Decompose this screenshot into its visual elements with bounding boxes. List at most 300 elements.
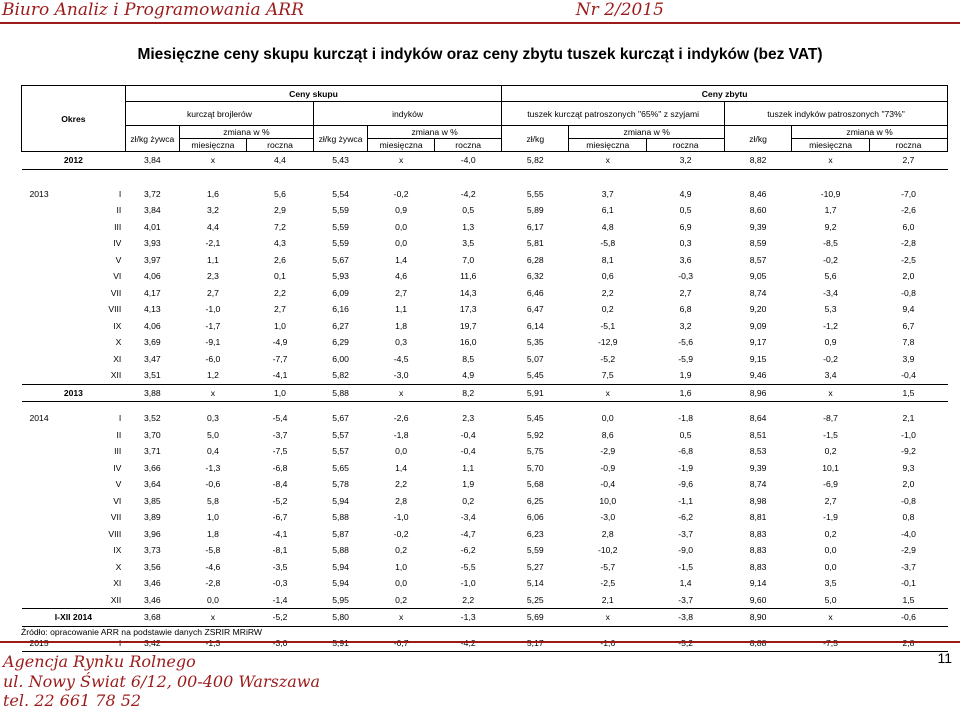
cell-value: 1,4 [395, 462, 408, 473]
cell-value: -8,4 [272, 479, 288, 490]
cell-value: -0,8 [901, 495, 916, 506]
cell-value: 5,27 [526, 561, 544, 572]
cell-value [647, 635, 725, 652]
table-row [22, 526, 948, 543]
cell-value: 0,3 [679, 238, 692, 249]
cell-value: 0,9 [824, 337, 837, 348]
sub-tuszek-indykow: tuszek indyków patroszonych "73%" [725, 102, 948, 126]
cell-value: 8,83 [749, 561, 767, 572]
cell-value: -1,5 [678, 561, 694, 572]
cell-month: III [114, 221, 122, 232]
cell-value: -8,5 [823, 238, 838, 249]
cell-value: 9,60 [749, 594, 767, 605]
cell-value: 3,9 [902, 353, 915, 364]
cell-value: 5,3 [824, 304, 837, 315]
cell-value: 5,6 [824, 271, 837, 282]
cell-value: 5,68 [526, 479, 544, 490]
cell-value: -4,2 [460, 188, 476, 199]
zmiana-tuszek-kurczat: zmiana w % [569, 126, 725, 139]
cell-value: 1,1 [395, 304, 408, 315]
cell-value: 0,5 [679, 429, 692, 440]
cell-value: -4,0 [435, 152, 502, 170]
cell-value: -3,7 [272, 429, 288, 440]
cell-month: VII [110, 512, 122, 523]
cell-value [314, 635, 368, 652]
cell-value: 3,7 [601, 188, 614, 199]
cell-value: 6,9 [679, 221, 692, 232]
group-ceny-skupu: Ceny skupu [125, 86, 501, 102]
cell-value: 5,6 [274, 188, 286, 199]
cell-value: 8,82 [725, 152, 792, 170]
cell-value: 2,3 [206, 271, 219, 282]
cell-value: -0,2 [823, 353, 838, 364]
cell-value: 3,2 [679, 320, 692, 331]
cell-value: x [792, 384, 870, 402]
cell-value: 3,56 [143, 561, 161, 572]
cell-value: -1,0 [393, 512, 409, 523]
cell-value: -5,2 [272, 495, 288, 506]
cell-value [569, 635, 647, 652]
cell-value: 8,90 [725, 609, 792, 627]
cell-value: 9,39 [749, 462, 767, 473]
cell-value: -10,2 [597, 545, 618, 556]
cell-value [792, 635, 870, 652]
cell-value: -1,9 [823, 512, 838, 523]
cell-year [22, 235, 74, 252]
cell-value: -7,5 [272, 446, 288, 457]
cell-value: 5,70 [526, 462, 544, 473]
cell-value: 2,2 [462, 594, 475, 605]
cell-value: 0,2 [824, 528, 837, 539]
cell-value: -0,2 [393, 188, 409, 199]
cell-year [22, 427, 74, 444]
cell-value: 4,8 [601, 221, 614, 232]
cell-value: 5,35 [526, 337, 544, 348]
cell-value: -1,5 [823, 429, 838, 440]
cell-value: 2,7 [870, 152, 948, 170]
cell-year [22, 526, 74, 543]
cell-value: -7,0 [901, 188, 916, 199]
table-row [22, 235, 948, 252]
header-org: Biuro Analiz i Programowania ARR [2, 0, 304, 20]
cell-value: -6,7 [272, 512, 288, 523]
cell-value: 2,7 [206, 287, 219, 298]
cell-value: 6,1 [601, 205, 614, 216]
cell-value: 5,0 [206, 429, 219, 440]
cell-value: 8,74 [749, 479, 767, 490]
cell-value: 6,23 [526, 528, 544, 539]
source-note: Źródło: opracowanie ARR na podstawie danych ZSRIR MRiRW [21, 627, 263, 637]
cell-value [725, 635, 792, 652]
table-row-total [22, 384, 948, 402]
cell-value: 9,39 [749, 221, 767, 232]
cell-value: 2,1 [601, 594, 614, 605]
cell-value: 5,54 [332, 188, 349, 199]
cell-value: x [179, 152, 246, 170]
cell-month: IX [113, 320, 122, 331]
cell-value: 3,96 [143, 528, 161, 539]
cell-value: 0,0 [824, 561, 837, 572]
cell-value: x [792, 609, 870, 627]
cell-year: 2014 [29, 413, 49, 424]
cell-value: -1,0 [460, 578, 476, 589]
cell-value: 5,59 [332, 205, 349, 216]
cell-value: 5,95 [332, 594, 349, 605]
cell-value: -0,6 [870, 609, 948, 627]
cell-value: x [368, 384, 435, 402]
cell-value: 6,8 [679, 304, 692, 315]
cell-value: 8,83 [749, 545, 767, 556]
cell-value: -0,3 [678, 271, 694, 282]
cell-value: 8,74 [749, 287, 767, 298]
cell-value: 0,0 [395, 221, 408, 232]
table-row [22, 635, 948, 652]
cell-value: 5,87 [332, 528, 349, 539]
table-row-total [22, 152, 948, 170]
cell-year [22, 301, 74, 318]
cell-value: -5,1 [600, 320, 616, 331]
cell-value: -2,5 [901, 254, 916, 265]
cell-value: 9,05 [749, 271, 767, 282]
cell-value: 0,4 [206, 446, 219, 457]
cell-value: 3,68 [125, 609, 179, 627]
cell-month: VI [113, 495, 122, 506]
cell-value: 0,6 [601, 271, 614, 282]
cell-value: -5,4 [272, 413, 288, 424]
cell-value: 8,1 [601, 254, 614, 265]
cell-year [22, 252, 74, 269]
cell-value: -1,8 [678, 413, 694, 424]
cell-value: 5,57 [332, 446, 349, 457]
cell-value: 6,06 [526, 512, 544, 523]
cell-value: -5,5 [460, 561, 476, 572]
cell-month: I [118, 188, 122, 199]
cell-value: -5,2 [600, 353, 616, 364]
table-row [22, 592, 948, 609]
page-header [0, 0, 960, 22]
cell-value: 1,5 [870, 384, 948, 402]
cell-value: 17,3 [459, 304, 477, 315]
cell-value: 5,80 [314, 609, 368, 627]
hdr-miesieczna: miesięczna [569, 139, 647, 152]
cell-value: 8,53 [749, 446, 767, 457]
cell-month: XII [110, 594, 122, 605]
spacer-row [22, 402, 948, 411]
cell-value: 4,6 [395, 271, 408, 282]
cell-value: 0,0 [206, 594, 219, 605]
cell-value: 8,96 [725, 384, 792, 402]
cell-value: -3,0 [600, 512, 616, 523]
cell-value: 7,2 [274, 221, 286, 232]
cell-month: II [116, 429, 122, 440]
cell-value: 2,2 [601, 287, 614, 298]
cell-month: IV [113, 238, 122, 249]
cell-value: 5,59 [332, 221, 349, 232]
cell-value: 8,98 [749, 495, 767, 506]
cell-value: -1,0 [205, 304, 221, 315]
cell-value: 7,8 [902, 337, 915, 348]
sub-kurczat: kurcząt brojlerów [125, 102, 313, 126]
cell-year [22, 559, 74, 576]
table-row [22, 351, 948, 368]
cell-value: 4,13 [143, 304, 161, 315]
cell-value: 0,2 [601, 304, 614, 315]
table-row [22, 285, 948, 302]
cell-value: -1,7 [205, 320, 221, 331]
cell-value: -4,1 [272, 370, 288, 381]
cell-value: 9,14 [749, 578, 767, 589]
cell-value: 19,7 [459, 320, 477, 331]
cell-year [22, 592, 74, 609]
hdr-miesieczna: miesięczna [179, 139, 246, 152]
cell-value: 0,0 [395, 238, 408, 249]
cell-value: 3,4 [824, 370, 837, 381]
table-row [22, 202, 948, 219]
cell-value: 1,1 [206, 254, 219, 265]
cell-value: 0,2 [395, 545, 408, 556]
cell-value: 0,3 [206, 413, 219, 424]
cell-value: -1,0 [901, 429, 916, 440]
cell-value: -5,8 [205, 545, 221, 556]
table-row [22, 493, 948, 510]
cell-value: 1,4 [679, 578, 692, 589]
cell-value: 5,88 [314, 384, 368, 402]
cell-value: 5,93 [332, 271, 349, 282]
cell-value: 2,6 [274, 254, 286, 265]
cell-value: x [179, 609, 246, 627]
table-row [22, 575, 948, 592]
cell-value: -6,9 [823, 479, 838, 490]
cell-year [22, 493, 74, 510]
cell-value: 2,7 [824, 495, 837, 506]
hdr-roczna: roczna [435, 139, 502, 152]
cell-month: V [115, 254, 122, 265]
cell-value: 5,0 [824, 594, 837, 605]
unit-kurczat: zł/kg żywca [125, 126, 179, 152]
cell-value: 1,4 [395, 254, 408, 265]
table-row [22, 476, 948, 493]
cell-value [368, 635, 435, 652]
cell-value: 2,8 [395, 495, 408, 506]
cell-year [22, 635, 74, 652]
cell-value: 2,0 [902, 479, 915, 490]
cell-value: 0,2 [824, 446, 837, 457]
cell-value: 3,88 [125, 384, 179, 402]
cell-value: -3,7 [678, 594, 694, 605]
table-row [22, 460, 948, 477]
cell-value: 5,67 [332, 254, 349, 265]
cell-value: 2,2 [274, 287, 286, 298]
cell-value: 3,5 [462, 238, 475, 249]
cell-value: 11,6 [460, 271, 477, 282]
cell-value: 6,29 [332, 337, 349, 348]
cell-value: 5,55 [526, 188, 544, 199]
zmiana-tuszek-indykow: zmiana w % [792, 126, 948, 139]
cell-value: 6,25 [526, 495, 544, 506]
cell-value: 6,7 [902, 320, 915, 331]
cell-value: 0,2 [462, 495, 475, 506]
cell-value: 1,0 [395, 561, 408, 572]
cell-value: 4,9 [462, 370, 475, 381]
cell-value: 1,6 [206, 188, 219, 199]
cell-value: -3,7 [678, 528, 694, 539]
cell-value: 4,06 [143, 320, 161, 331]
cell-value [125, 635, 179, 652]
cell-value [502, 635, 569, 652]
cell-value: -6,8 [678, 446, 694, 457]
cell-value: -5,6 [678, 337, 694, 348]
cell-value: 3,89 [143, 512, 161, 523]
header-rule [0, 22, 960, 24]
cell-value: 5,45 [526, 370, 544, 381]
cell-value [179, 635, 246, 652]
cell-year: 2012 [22, 152, 126, 170]
cell-value: 5,25 [526, 594, 544, 605]
sub-tuszek-kurczat: tuszek kurcząt patroszonych "65%" z szyjami [502, 102, 725, 126]
cell-value: 5,75 [526, 446, 544, 457]
cell-value: -9,2 [901, 446, 916, 457]
cell-value: 0,5 [679, 205, 692, 216]
cell-value: -6,8 [272, 462, 288, 473]
cell-value: -3,8 [647, 609, 725, 627]
cell-value: 2,1 [902, 413, 915, 424]
cell-value: 5,59 [332, 238, 349, 249]
cell-value: 9,3 [902, 462, 915, 473]
cell-value: -3,5 [272, 561, 288, 572]
cell-value: 1,7 [824, 205, 837, 216]
spacer-row [22, 169, 948, 178]
cell-value: 3,85 [143, 495, 161, 506]
cell-value: 1,3 [462, 221, 475, 232]
cell-value: 8,51 [749, 429, 767, 440]
cell-value: 7,5 [601, 370, 614, 381]
cell-value: -1,8 [393, 429, 409, 440]
cell-value: 4,17 [143, 287, 161, 298]
cell-value: 1,0 [274, 320, 286, 331]
cell-month: V [115, 479, 122, 490]
cell-value: 5,69 [502, 609, 569, 627]
cell-value: 6,32 [526, 271, 544, 282]
cell-value: 0,0 [824, 545, 837, 556]
cell-value: 5,07 [526, 353, 544, 364]
cell-value: -4,9 [272, 337, 288, 348]
footer-address: ul. Nowy Świat 6/12, 00-400 Warszawa [3, 672, 321, 691]
cell-month: VIII [108, 528, 122, 539]
cell-value: 0,5 [462, 205, 475, 216]
cell-value: 5,57 [332, 429, 349, 440]
cell-year: 2013 [22, 384, 126, 402]
table-row [22, 219, 948, 236]
table-row [22, 509, 948, 526]
cell-value: -10,9 [820, 188, 841, 199]
cell-value: x [569, 152, 647, 170]
cell-value: 5,88 [332, 512, 349, 523]
hdr-roczna: roczna [647, 139, 725, 152]
cell-value: 5,81 [526, 238, 544, 249]
cell-value: 2,3 [462, 413, 475, 424]
cell-year [22, 334, 74, 351]
cell-value [435, 635, 502, 652]
cell-value: -0,1 [901, 578, 916, 589]
cell-value: -5,7 [600, 561, 616, 572]
cell-value: 9,2 [824, 221, 837, 232]
cell-value: 3,52 [143, 413, 161, 424]
cell-year [22, 542, 74, 559]
cell-year [22, 476, 74, 493]
cell-value: -0,2 [393, 528, 409, 539]
cell-value: -4,1 [272, 528, 288, 539]
cell-value: -0,4 [460, 446, 476, 457]
cell-value: -6,2 [460, 545, 476, 556]
cell-value: -1,9 [678, 462, 694, 473]
cell-value: 0,9 [395, 205, 408, 216]
cell-value: 4,3 [274, 238, 286, 249]
cell-value: 9,46 [749, 370, 767, 381]
cell-value: 3,5 [824, 578, 837, 589]
cell-value: 2,0 [902, 271, 915, 282]
page-title: Miesięczne ceny skupu kurcząt i indyków oraz ceny zbytu tuszek kurcząt i indyków (bez VAT) [137, 46, 823, 63]
cell-value: 3,51 [143, 370, 161, 381]
cell-value: 8,5 [462, 353, 475, 364]
table-row [22, 252, 948, 269]
cell-value: 9,4 [902, 304, 915, 315]
table-body [22, 152, 948, 652]
cell-value: -0,2 [823, 254, 838, 265]
cell-value: -2,8 [901, 238, 916, 249]
table-row [22, 542, 948, 559]
cell-value: -6,0 [205, 353, 221, 364]
cell-year [22, 285, 74, 302]
cell-value: -9,1 [205, 337, 221, 348]
cell-value: 8,83 [749, 528, 767, 539]
cell-year [22, 443, 74, 460]
cell-month: VI [113, 271, 122, 282]
cell-value: 1,6 [647, 384, 725, 402]
cell-value: 3,93 [143, 238, 161, 249]
cell-value: 6,28 [526, 254, 544, 265]
cell-value: -7,7 [272, 353, 288, 364]
cell-value: x [569, 384, 647, 402]
cell-value: 3,97 [143, 254, 161, 265]
cell-value: 3,47 [143, 353, 161, 364]
cell-value: 3,66 [143, 462, 161, 473]
cell-value: x [179, 384, 246, 402]
footer-agency: Agencja Rynku Rolnego [3, 652, 196, 671]
cell-value: -3,4 [823, 287, 838, 298]
cell-year [22, 202, 74, 219]
cell-value: 1,5 [902, 594, 915, 605]
hdr-roczna: roczna [870, 139, 948, 152]
cell-value: -4,7 [460, 528, 476, 539]
cell-value: 14,3 [459, 287, 477, 298]
cell-value: -5,8 [600, 238, 616, 249]
table-row [22, 318, 948, 335]
cell-value: 2,2 [395, 479, 408, 490]
cell-value: 7,0 [462, 254, 475, 265]
cell-value: 6,46 [526, 287, 544, 298]
cell-value: 4,9 [679, 188, 692, 199]
cell-value: x [569, 609, 647, 627]
cell-value: -12,9 [597, 337, 618, 348]
cell-value: 0,1 [274, 271, 286, 282]
cell-value: -0,8 [901, 287, 916, 298]
cell-value: 16,0 [459, 337, 477, 348]
unit-indyk: zł/kg żywca [314, 126, 368, 152]
cell-year [22, 460, 74, 477]
cell-value: 0,8 [902, 512, 915, 523]
table-row [22, 427, 948, 444]
cell-value: 8,81 [749, 512, 767, 523]
